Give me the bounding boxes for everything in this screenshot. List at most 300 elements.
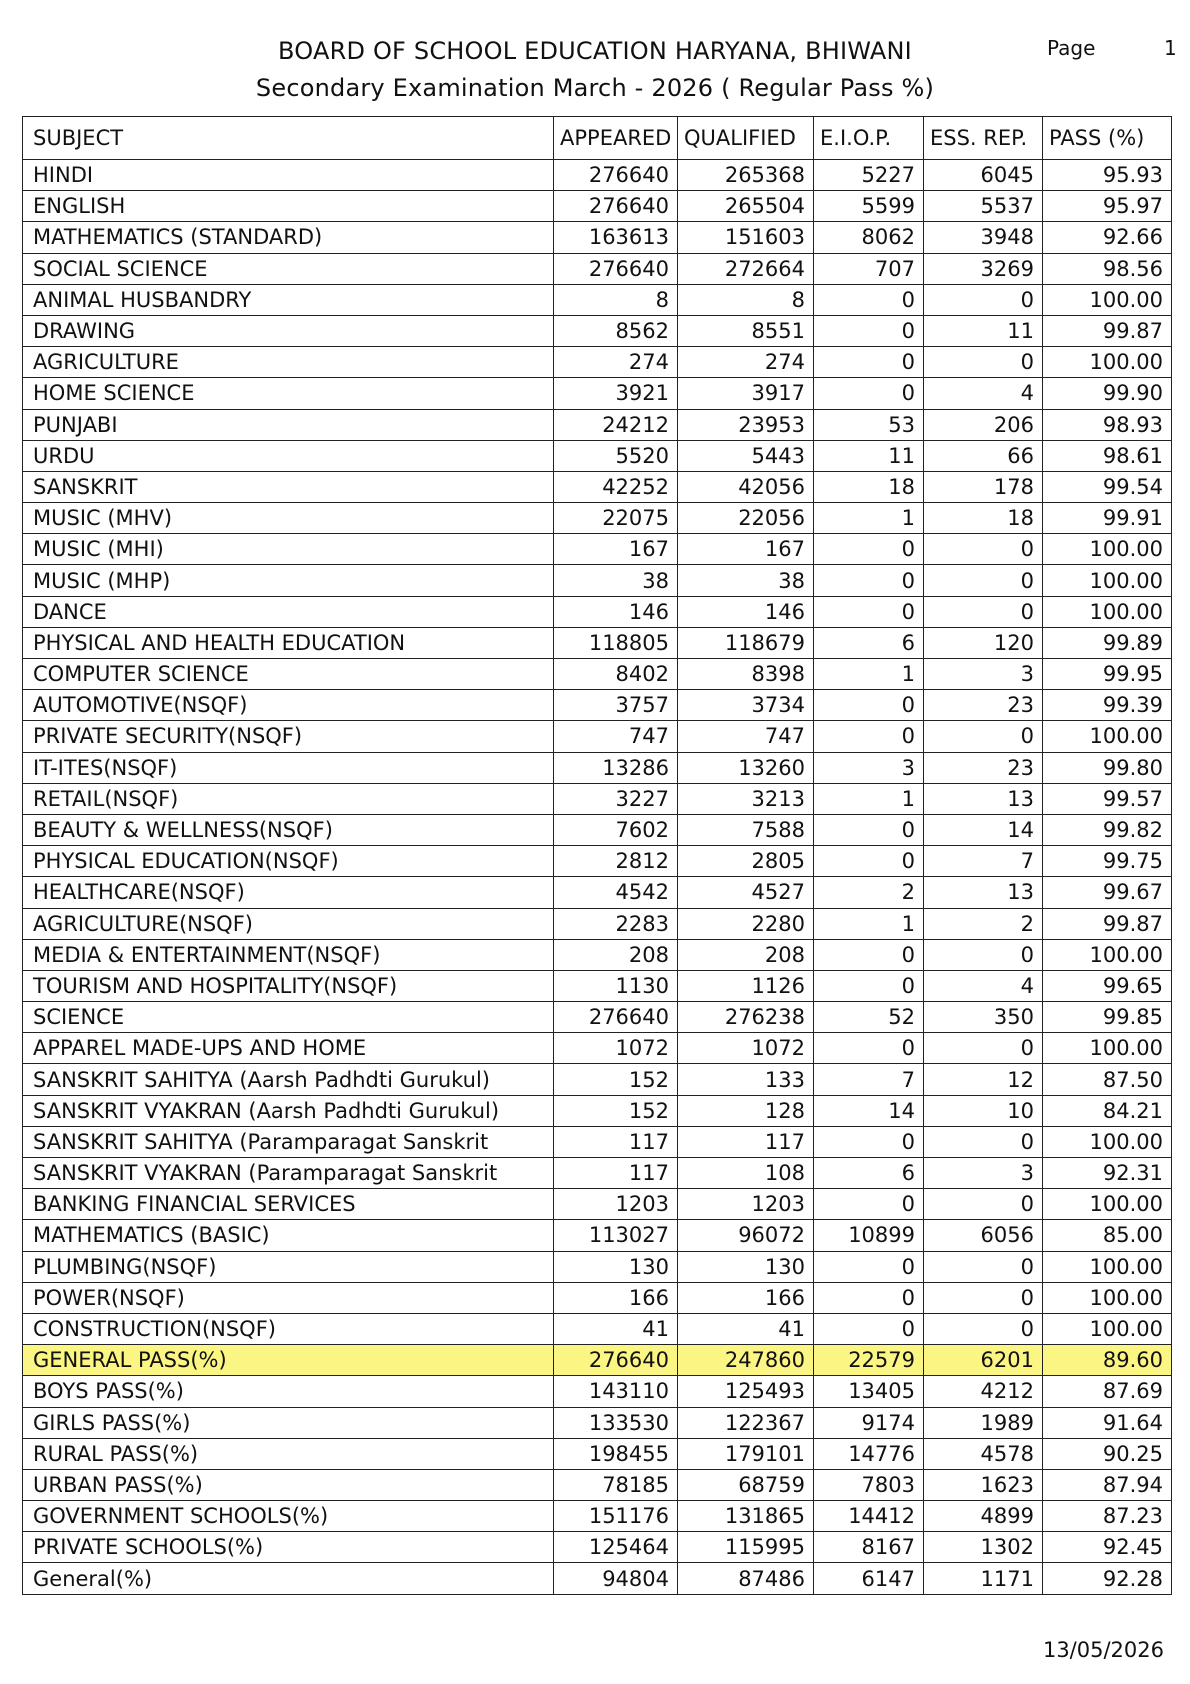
cell-qualified: 117 <box>678 1126 814 1157</box>
cell-appeared: 1072 <box>554 1033 678 1064</box>
cell-eiop: 7803 <box>814 1469 924 1500</box>
cell-appeared: 3227 <box>554 783 678 814</box>
table-row <box>23 721 1172 752</box>
table-row <box>23 1313 1172 1344</box>
cell-pass-percent: 100.00 <box>1043 596 1172 627</box>
cell-eiop: 0 <box>814 347 924 378</box>
table-row <box>23 659 1172 690</box>
cell-appeared: 8562 <box>554 315 678 346</box>
table-row <box>23 1532 1172 1563</box>
cell-appeared: 133530 <box>554 1407 678 1438</box>
cell-ess-rep: 11 <box>924 315 1043 346</box>
cell-ess-rep: 4212 <box>924 1376 1043 1407</box>
cell-eiop: 8062 <box>814 222 924 253</box>
cell-subject: MEDIA & ENTERTAINMENT(NSQF) <box>23 939 554 970</box>
cell-subject: TOURISM AND HOSPITALITY(NSQF) <box>23 970 554 1001</box>
cell-appeared: 94804 <box>554 1563 678 1594</box>
cell-qualified: 265504 <box>678 191 814 222</box>
cell-ess-rep: 0 <box>924 534 1043 565</box>
cell-appeared: 130 <box>554 1251 678 1282</box>
cell-ess-rep: 0 <box>924 565 1043 596</box>
table-row <box>23 690 1172 721</box>
cell-appeared: 747 <box>554 721 678 752</box>
cell-appeared: 198455 <box>554 1438 678 1469</box>
cell-appeared: 117 <box>554 1158 678 1189</box>
cell-pass-percent: 91.64 <box>1043 1407 1172 1438</box>
cell-pass-percent: 99.87 <box>1043 908 1172 939</box>
cell-subject: URBAN PASS(%) <box>23 1469 554 1500</box>
cell-eiop: 0 <box>814 721 924 752</box>
cell-pass-percent: 99.54 <box>1043 471 1172 502</box>
cell-appeared: 276640 <box>554 253 678 284</box>
table-row <box>23 253 1172 284</box>
cell-pass-percent: 95.97 <box>1043 191 1172 222</box>
cell-appeared: 1203 <box>554 1189 678 1220</box>
cell-pass-percent: 98.56 <box>1043 253 1172 284</box>
cell-qualified: 8398 <box>678 659 814 690</box>
cell-appeared: 5520 <box>554 440 678 471</box>
cell-ess-rep: 23 <box>924 752 1043 783</box>
cell-ess-rep: 4578 <box>924 1438 1043 1469</box>
cell-eiop: 0 <box>814 814 924 845</box>
cell-subject: URDU <box>23 440 554 471</box>
cell-qualified: 87486 <box>678 1563 814 1594</box>
table-row <box>23 409 1172 440</box>
cell-ess-rep: 3 <box>924 1158 1043 1189</box>
cell-appeared: 1130 <box>554 970 678 1001</box>
cell-ess-rep: 23 <box>924 690 1043 721</box>
cell-qualified: 5443 <box>678 440 814 471</box>
table-row <box>23 503 1172 534</box>
cell-eiop: 0 <box>814 846 924 877</box>
cell-qualified: 125493 <box>678 1376 814 1407</box>
table-row <box>23 1469 1172 1500</box>
cell-qualified: 41 <box>678 1313 814 1344</box>
table-header-row <box>23 117 1172 160</box>
cell-ess-rep: 1623 <box>924 1469 1043 1500</box>
cell-pass-percent: 98.93 <box>1043 409 1172 440</box>
cell-qualified: 166 <box>678 1282 814 1313</box>
cell-appeared: 113027 <box>554 1220 678 1251</box>
cell-qualified: 8 <box>678 284 814 315</box>
cell-qualified: 274 <box>678 347 814 378</box>
cell-pass-percent: 87.69 <box>1043 1376 1172 1407</box>
cell-subject: SANSKRIT <box>23 471 554 502</box>
cell-appeared: 274 <box>554 347 678 378</box>
table-row <box>23 160 1172 191</box>
cell-eiop: 0 <box>814 1313 924 1344</box>
cell-subject: RETAIL(NSQF) <box>23 783 554 814</box>
cell-eiop: 22579 <box>814 1345 924 1376</box>
column-header-eiop: E.I.O.P. <box>814 117 924 160</box>
cell-appeared: 22075 <box>554 503 678 534</box>
cell-appeared: 167 <box>554 534 678 565</box>
cell-pass-percent: 99.85 <box>1043 1002 1172 1033</box>
cell-ess-rep: 0 <box>924 721 1043 752</box>
cell-subject: HEALTHCARE(NSQF) <box>23 877 554 908</box>
cell-appeared: 151176 <box>554 1501 678 1532</box>
cell-subject: SANSKRIT VYAKRAN (Paramparagat Sanskrit <box>23 1158 554 1189</box>
cell-eiop: 0 <box>814 690 924 721</box>
cell-ess-rep: 4899 <box>924 1501 1043 1532</box>
table-row <box>23 970 1172 1001</box>
cell-ess-rep: 0 <box>924 596 1043 627</box>
table-row <box>23 222 1172 253</box>
cell-appeared: 152 <box>554 1095 678 1126</box>
column-header-appeared: APPEARED <box>554 117 678 160</box>
cell-qualified: 22056 <box>678 503 814 534</box>
cell-subject: GIRLS PASS(%) <box>23 1407 554 1438</box>
cell-subject: HOME SCIENCE <box>23 378 554 409</box>
cell-ess-rep: 6201 <box>924 1345 1043 1376</box>
cell-appeared: 2812 <box>554 846 678 877</box>
cell-eiop: 11 <box>814 440 924 471</box>
cell-ess-rep: 12 <box>924 1064 1043 1095</box>
cell-appeared: 3757 <box>554 690 678 721</box>
cell-qualified: 23953 <box>678 409 814 440</box>
cell-pass-percent: 92.45 <box>1043 1532 1172 1563</box>
cell-subject: AGRICULTURE(NSQF) <box>23 908 554 939</box>
table-row <box>23 440 1172 471</box>
cell-eiop: 1 <box>814 783 924 814</box>
cell-pass-percent: 92.28 <box>1043 1563 1172 1594</box>
cell-eiop: 5227 <box>814 160 924 191</box>
cell-eiop: 0 <box>814 315 924 346</box>
table-row <box>23 1158 1172 1189</box>
cell-pass-percent: 100.00 <box>1043 1251 1172 1282</box>
cell-appeared: 118805 <box>554 627 678 658</box>
cell-pass-percent: 84.21 <box>1043 1095 1172 1126</box>
cell-subject: DANCE <box>23 596 554 627</box>
cell-ess-rep: 3 <box>924 659 1043 690</box>
cell-qualified: 122367 <box>678 1407 814 1438</box>
cell-ess-rep: 13 <box>924 783 1043 814</box>
cell-appeared: 13286 <box>554 752 678 783</box>
cell-pass-percent: 99.57 <box>1043 783 1172 814</box>
table-row <box>23 1407 1172 1438</box>
cell-subject: BOYS PASS(%) <box>23 1376 554 1407</box>
cell-ess-rep: 178 <box>924 471 1043 502</box>
cell-ess-rep: 13 <box>924 877 1043 908</box>
cell-pass-percent: 99.91 <box>1043 503 1172 534</box>
cell-qualified: 4527 <box>678 877 814 908</box>
table-row <box>23 471 1172 502</box>
cell-qualified: 2280 <box>678 908 814 939</box>
cell-subject: CONSTRUCTION(NSQF) <box>23 1313 554 1344</box>
cell-qualified: 38 <box>678 565 814 596</box>
table-row <box>23 1282 1172 1313</box>
cell-eiop: 707 <box>814 253 924 284</box>
cell-eiop: 14776 <box>814 1438 924 1469</box>
cell-qualified: 151603 <box>678 222 814 253</box>
cell-eiop: 0 <box>814 939 924 970</box>
cell-ess-rep: 4 <box>924 378 1043 409</box>
table-row <box>23 534 1172 565</box>
cell-eiop: 0 <box>814 970 924 1001</box>
cell-appeared: 38 <box>554 565 678 596</box>
cell-ess-rep: 7 <box>924 846 1043 877</box>
cell-eiop: 6 <box>814 1158 924 1189</box>
cell-ess-rep: 2 <box>924 908 1043 939</box>
cell-appeared: 276640 <box>554 1345 678 1376</box>
cell-pass-percent: 87.50 <box>1043 1064 1172 1095</box>
cell-eiop: 0 <box>814 284 924 315</box>
cell-subject: SANSKRIT SAHITYA (Paramparagat Sanskrit <box>23 1126 554 1157</box>
table-row <box>23 315 1172 346</box>
cell-eiop: 18 <box>814 471 924 502</box>
cell-qualified: 146 <box>678 596 814 627</box>
cell-ess-rep: 1171 <box>924 1563 1043 1594</box>
cell-subject: MUSIC (MHP) <box>23 565 554 596</box>
cell-qualified: 42056 <box>678 471 814 502</box>
cell-ess-rep: 0 <box>924 1251 1043 1282</box>
cell-subject: BANKING FINANCIAL SERVICES <box>23 1189 554 1220</box>
cell-eiop: 1 <box>814 503 924 534</box>
cell-eiop: 1 <box>814 659 924 690</box>
cell-qualified: 7588 <box>678 814 814 845</box>
cell-ess-rep: 1989 <box>924 1407 1043 1438</box>
table-row <box>23 1002 1172 1033</box>
cell-eiop: 0 <box>814 1282 924 1313</box>
cell-subject: RURAL PASS(%) <box>23 1438 554 1469</box>
cell-subject: PRIVATE SCHOOLS(%) <box>23 1532 554 1563</box>
cell-ess-rep: 120 <box>924 627 1043 658</box>
page-number: 1 <box>1164 36 1177 60</box>
cell-pass-percent: 100.00 <box>1043 284 1172 315</box>
cell-appeared: 7602 <box>554 814 678 845</box>
cell-pass-percent: 99.39 <box>1043 690 1172 721</box>
cell-eiop: 6 <box>814 627 924 658</box>
cell-ess-rep: 6045 <box>924 160 1043 191</box>
cell-pass-percent: 99.67 <box>1043 877 1172 908</box>
cell-subject: ENGLISH <box>23 191 554 222</box>
table-row <box>23 752 1172 783</box>
cell-eiop: 0 <box>814 1033 924 1064</box>
cell-appeared: 125464 <box>554 1532 678 1563</box>
cell-pass-percent: 85.00 <box>1043 1220 1172 1251</box>
cell-subject: COMPUTER SCIENCE <box>23 659 554 690</box>
table-row <box>23 908 1172 939</box>
cell-subject: APPAREL MADE-UPS AND HOME <box>23 1033 554 1064</box>
cell-subject: GENERAL PASS(%) <box>23 1345 554 1376</box>
cell-appeared: 146 <box>554 596 678 627</box>
cell-subject: General(%) <box>23 1563 554 1594</box>
cell-subject: ANIMAL HUSBANDRY <box>23 284 554 315</box>
cell-pass-percent: 99.89 <box>1043 627 1172 658</box>
cell-appeared: 4542 <box>554 877 678 908</box>
cell-ess-rep: 0 <box>924 284 1043 315</box>
cell-appeared: 41 <box>554 1313 678 1344</box>
cell-pass-percent: 99.90 <box>1043 378 1172 409</box>
cell-qualified: 272664 <box>678 253 814 284</box>
table-row <box>23 1033 1172 1064</box>
cell-eiop: 6147 <box>814 1563 924 1594</box>
cell-subject: PLUMBING(NSQF) <box>23 1251 554 1282</box>
cell-subject: BEAUTY & WELLNESS(NSQF) <box>23 814 554 845</box>
cell-subject: SANSKRIT SAHITYA (Aarsh Padhdti Gurukul) <box>23 1064 554 1095</box>
cell-qualified: 179101 <box>678 1438 814 1469</box>
cell-eiop: 0 <box>814 1251 924 1282</box>
cell-eiop: 7 <box>814 1064 924 1095</box>
cell-eiop: 3 <box>814 752 924 783</box>
cell-eiop: 14 <box>814 1095 924 1126</box>
cell-qualified: 265368 <box>678 160 814 191</box>
table-row <box>23 378 1172 409</box>
table-row <box>23 596 1172 627</box>
table-row <box>23 191 1172 222</box>
cell-pass-percent: 100.00 <box>1043 721 1172 752</box>
table-row <box>23 1563 1172 1594</box>
cell-pass-percent: 99.80 <box>1043 752 1172 783</box>
document-subtitle: Secondary Examination March - 2026 ( Regular Pass %) <box>255 74 935 102</box>
cell-subject: SCIENCE <box>23 1002 554 1033</box>
cell-subject: SANSKRIT VYAKRAN (Aarsh Padhdti Gurukul) <box>23 1095 554 1126</box>
table-row <box>23 347 1172 378</box>
table-row <box>23 783 1172 814</box>
cell-eiop: 5599 <box>814 191 924 222</box>
cell-eiop: 2 <box>814 877 924 908</box>
cell-subject: PHYSICAL EDUCATION(NSQF) <box>23 846 554 877</box>
table-row <box>23 627 1172 658</box>
table-row <box>23 1251 1172 1282</box>
cell-pass-percent: 100.00 <box>1043 939 1172 970</box>
cell-ess-rep: 10 <box>924 1095 1043 1126</box>
report-date: 13/05/2026 <box>1042 1638 1164 1662</box>
table-row <box>23 1438 1172 1469</box>
cell-ess-rep: 0 <box>924 1189 1043 1220</box>
cell-eiop: 8167 <box>814 1532 924 1563</box>
column-header-subject: SUBJECT <box>23 117 554 160</box>
cell-ess-rep: 206 <box>924 409 1043 440</box>
cell-eiop: 14412 <box>814 1501 924 1532</box>
cell-subject: PHYSICAL AND HEALTH EDUCATION <box>23 627 554 658</box>
cell-pass-percent: 100.00 <box>1043 1126 1172 1157</box>
cell-qualified: 108 <box>678 1158 814 1189</box>
table-row <box>23 814 1172 845</box>
table-row <box>23 1376 1172 1407</box>
cell-subject: AGRICULTURE <box>23 347 554 378</box>
cell-ess-rep: 5537 <box>924 191 1043 222</box>
table-row <box>23 1126 1172 1157</box>
cell-eiop: 0 <box>814 534 924 565</box>
cell-qualified: 247860 <box>678 1345 814 1376</box>
table-row <box>23 877 1172 908</box>
cell-eiop: 0 <box>814 596 924 627</box>
cell-qualified: 3734 <box>678 690 814 721</box>
cell-pass-percent: 99.87 <box>1043 315 1172 346</box>
cell-qualified: 167 <box>678 534 814 565</box>
cell-subject: MUSIC (MHI) <box>23 534 554 565</box>
cell-qualified: 3213 <box>678 783 814 814</box>
cell-appeared: 8 <box>554 284 678 315</box>
cell-ess-rep: 4 <box>924 970 1043 1001</box>
cell-qualified: 131865 <box>678 1501 814 1532</box>
cell-ess-rep: 0 <box>924 1033 1043 1064</box>
cell-qualified: 128 <box>678 1095 814 1126</box>
cell-appeared: 276640 <box>554 1002 678 1033</box>
cell-qualified: 130 <box>678 1251 814 1282</box>
cell-qualified: 3917 <box>678 378 814 409</box>
cell-pass-percent: 87.94 <box>1043 1469 1172 1500</box>
cell-eiop: 53 <box>814 409 924 440</box>
cell-qualified: 747 <box>678 721 814 752</box>
cell-appeared: 152 <box>554 1064 678 1095</box>
cell-pass-percent: 100.00 <box>1043 1313 1172 1344</box>
cell-pass-percent: 99.95 <box>1043 659 1172 690</box>
cell-qualified: 68759 <box>678 1469 814 1500</box>
cell-eiop: 0 <box>814 1189 924 1220</box>
cell-qualified: 208 <box>678 939 814 970</box>
cell-eiop: 1 <box>814 908 924 939</box>
cell-qualified: 1203 <box>678 1189 814 1220</box>
table-row <box>23 1220 1172 1251</box>
cell-qualified: 13260 <box>678 752 814 783</box>
cell-pass-percent: 95.93 <box>1043 160 1172 191</box>
table-row <box>23 1345 1172 1376</box>
cell-ess-rep: 3269 <box>924 253 1043 284</box>
cell-appeared: 117 <box>554 1126 678 1157</box>
table-row <box>23 846 1172 877</box>
cell-subject: SOCIAL SCIENCE <box>23 253 554 284</box>
cell-subject: MUSIC (MHV) <box>23 503 554 534</box>
cell-pass-percent: 100.00 <box>1043 1282 1172 1313</box>
cell-appeared: 208 <box>554 939 678 970</box>
cell-qualified: 115995 <box>678 1532 814 1563</box>
table-row <box>23 939 1172 970</box>
table-row <box>23 565 1172 596</box>
cell-pass-percent: 99.82 <box>1043 814 1172 845</box>
cell-subject: HINDI <box>23 160 554 191</box>
cell-eiop: 52 <box>814 1002 924 1033</box>
cell-subject: GOVERNMENT SCHOOLS(%) <box>23 1501 554 1532</box>
cell-subject: POWER(NSQF) <box>23 1282 554 1313</box>
cell-appeared: 166 <box>554 1282 678 1313</box>
cell-pass-percent: 92.31 <box>1043 1158 1172 1189</box>
cell-appeared: 143110 <box>554 1376 678 1407</box>
table-body <box>23 160 1172 1595</box>
cell-ess-rep: 66 <box>924 440 1043 471</box>
cell-ess-rep: 350 <box>924 1002 1043 1033</box>
cell-qualified: 118679 <box>678 627 814 658</box>
cell-appeared: 276640 <box>554 160 678 191</box>
cell-appeared: 163613 <box>554 222 678 253</box>
cell-qualified: 1126 <box>678 970 814 1001</box>
document-title: BOARD OF SCHOOL EDUCATION HARYANA, BHIWANI <box>278 37 912 65</box>
cell-qualified: 8551 <box>678 315 814 346</box>
cell-ess-rep: 0 <box>924 939 1043 970</box>
cell-eiop: 0 <box>814 1126 924 1157</box>
cell-ess-rep: 0 <box>924 1126 1043 1157</box>
table-row <box>23 1189 1172 1220</box>
column-header-qualified: QUALIFIED <box>678 117 814 160</box>
cell-pass-percent: 89.60 <box>1043 1345 1172 1376</box>
cell-eiop: 0 <box>814 565 924 596</box>
cell-pass-percent: 98.61 <box>1043 440 1172 471</box>
cell-pass-percent: 99.75 <box>1043 846 1172 877</box>
cell-qualified: 1072 <box>678 1033 814 1064</box>
cell-qualified: 276238 <box>678 1002 814 1033</box>
cell-qualified: 133 <box>678 1064 814 1095</box>
cell-appeared: 2283 <box>554 908 678 939</box>
cell-pass-percent: 87.23 <box>1043 1501 1172 1532</box>
cell-pass-percent: 99.65 <box>1043 970 1172 1001</box>
cell-ess-rep: 18 <box>924 503 1043 534</box>
cell-ess-rep: 0 <box>924 1282 1043 1313</box>
cell-ess-rep: 0 <box>924 1313 1043 1344</box>
table-row <box>23 1095 1172 1126</box>
cell-pass-percent: 100.00 <box>1043 534 1172 565</box>
cell-pass-percent: 100.00 <box>1043 347 1172 378</box>
